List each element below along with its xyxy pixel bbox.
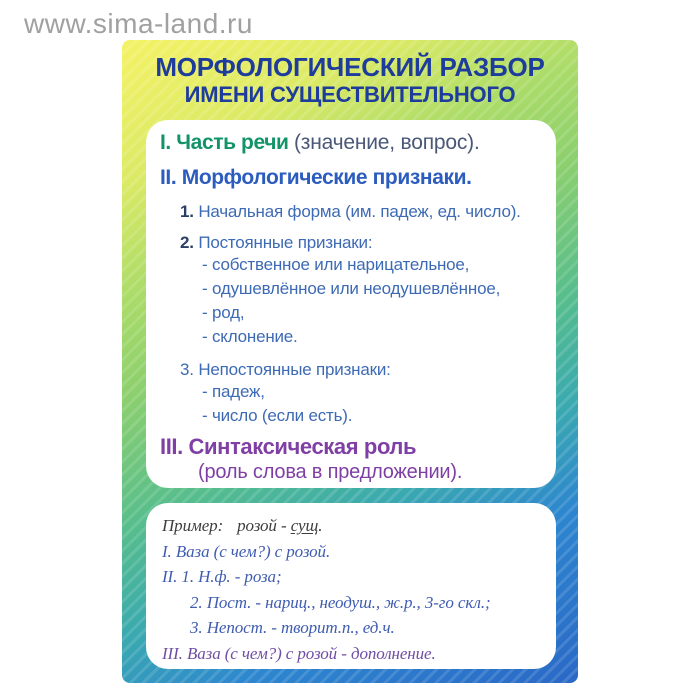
item-constant-features-number: 2. bbox=[180, 233, 194, 252]
example-line-II-3: 3. Непост. - творит.п., ед.ч. bbox=[190, 618, 395, 637]
example-word-underlined: сущ bbox=[290, 516, 319, 535]
poster-title bbox=[122, 52, 578, 108]
example-line-II-2: 2. Пост. - нариц., неодуш., ж.р., 3-го скл.; bbox=[190, 592, 491, 612]
item-variable-features-text: Непостоянные признаки: bbox=[198, 360, 391, 379]
example-line-III: III. Ваза (с чем?) с розой - дополнение. bbox=[162, 643, 436, 663]
item-initial-form-number: 1. bbox=[180, 202, 194, 221]
item-variable-features bbox=[180, 359, 550, 380]
subitem-gender: - род, bbox=[202, 303, 245, 322]
item-constant-features bbox=[180, 232, 550, 253]
item-initial-form-text: Начальная форма (им. падеж, ед. число). bbox=[198, 202, 521, 221]
title-line1: МОРФОЛОГИЧЕСКИЙ РАЗБОР bbox=[155, 52, 545, 82]
subitem-declension: - склонение. bbox=[202, 327, 298, 346]
item-initial-form bbox=[180, 201, 550, 222]
item-constant-features-text: Постоянные признаки: bbox=[198, 233, 373, 252]
example-word-pre: розой - bbox=[237, 516, 291, 535]
subitem-proper-common: - собственное или нарицательное, bbox=[202, 255, 470, 274]
section-part-of-speech-heading: I. Часть речи bbox=[160, 131, 289, 154]
section-part-of-speech-note: (значение, вопрос). bbox=[293, 131, 480, 154]
item-variable-features-number: 3. bbox=[180, 360, 194, 379]
site-watermark: www.sima-land.ru bbox=[24, 8, 253, 39]
poster-card bbox=[122, 40, 578, 683]
section-morph-features-heading: II. Морфологические признаки. bbox=[160, 166, 472, 189]
subitem-animate-inanimate: - одушевлённое или неодушевлённое, bbox=[202, 279, 501, 298]
title-line2: ИМЕНИ СУЩЕСТВИТЕЛЬНОГО bbox=[184, 82, 516, 107]
example-panel bbox=[146, 503, 556, 669]
subitem-number: - число (если есть). bbox=[202, 406, 353, 425]
section-syntactic-role-note: (роль слова в предложении). bbox=[198, 461, 463, 483]
example-intro-line bbox=[162, 513, 550, 539]
main-panel bbox=[146, 120, 556, 488]
section-syntactic-role-heading: III. Синтаксическая роль bbox=[160, 434, 417, 459]
main-panel-content bbox=[146, 120, 556, 485]
example-line-II-1: II. 1. Н.ф. - роза; bbox=[162, 567, 282, 586]
example-line-I: I. Ваза (с чем?) с розой. bbox=[162, 541, 331, 561]
section-part-of-speech bbox=[160, 130, 550, 156]
subitem-case: - падеж, bbox=[202, 382, 265, 401]
example-panel-content bbox=[146, 503, 556, 666]
example-word-post: . bbox=[318, 516, 323, 535]
example-label: Пример: bbox=[162, 516, 224, 535]
